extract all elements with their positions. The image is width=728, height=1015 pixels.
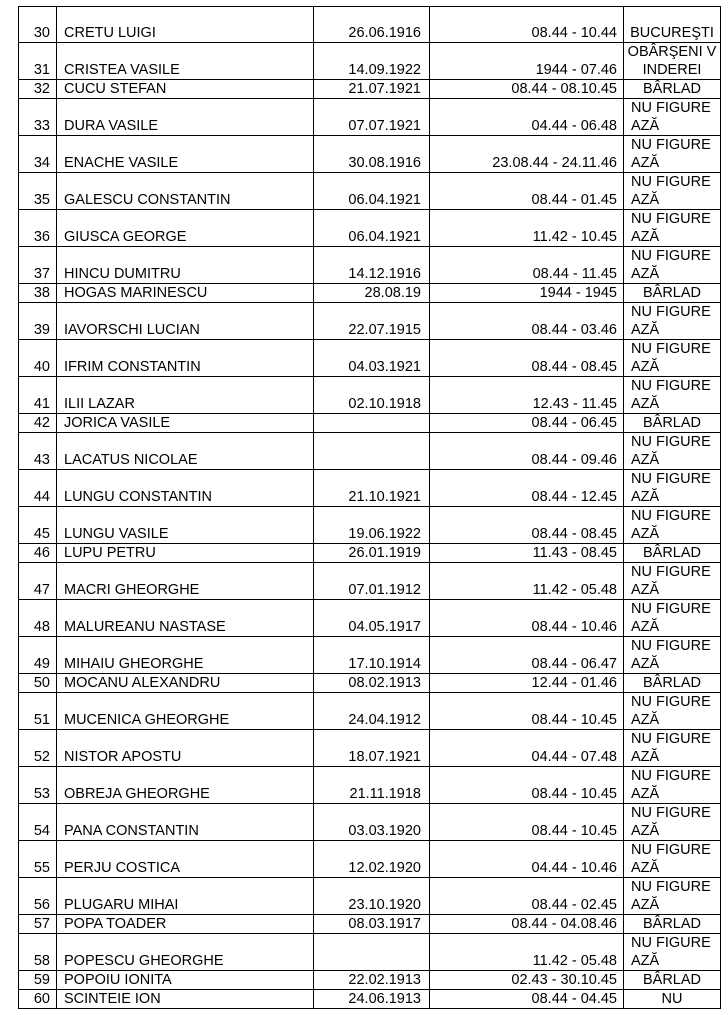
table-row	[19, 414, 721, 433]
person-name-cell: PLUGARU MIHAI	[57, 878, 314, 915]
service-period-cell: 12.44 - 01.46	[430, 674, 624, 693]
person-name-cell: SCINTEIE ION	[57, 990, 314, 1009]
table-row	[19, 507, 721, 544]
status-cell: NU FIGUREAZĂ	[624, 433, 721, 470]
birth-date-cell: 22.02.1913	[314, 971, 430, 990]
birth-date-cell: 07.01.1912	[314, 563, 430, 600]
service-period-cell: 08.44 - 12.45	[430, 470, 624, 507]
status-cell: NU FIGUREAZĂ	[624, 804, 721, 841]
person-name-cell: MALUREANU NASTASE	[57, 600, 314, 637]
service-period-cell: 08.44 - 10.46	[430, 600, 624, 637]
row-number-cell: 45	[19, 507, 57, 544]
service-period-cell: 08.44 - 06.47	[430, 637, 624, 674]
service-period-cell: 08.44 - 10.45	[430, 693, 624, 730]
birth-date-cell: 14.12.1916	[314, 247, 430, 284]
status-cell: NU FIGUREAZĂ	[624, 303, 721, 340]
birth-date-cell: 03.03.1920	[314, 804, 430, 841]
table-row	[19, 730, 721, 767]
table-row	[19, 303, 721, 340]
service-period-cell: 08.44 - 02.45	[430, 878, 624, 915]
table-row	[19, 600, 721, 637]
person-name-cell: CUCU STEFAN	[57, 80, 314, 99]
service-period-cell: 08.44 - 08.45	[430, 340, 624, 377]
row-number-cell: 59	[19, 971, 57, 990]
birth-date-cell: 23.10.1920	[314, 878, 430, 915]
row-number-cell: 56	[19, 878, 57, 915]
service-period-cell: 08.44 - 11.45	[430, 247, 624, 284]
status-cell: NU FIGUREAZĂ	[624, 637, 721, 674]
table-row	[19, 173, 721, 210]
service-period-cell: 11.42 - 05.48	[430, 563, 624, 600]
table-row	[19, 7, 721, 43]
birth-date-cell: 06.04.1921	[314, 173, 430, 210]
table-row	[19, 971, 721, 990]
person-name-cell: LUPU PETRU	[57, 544, 314, 563]
row-number-cell: 47	[19, 563, 57, 600]
table-row	[19, 340, 721, 377]
status-cell: NU FIGUREAZĂ	[624, 730, 721, 767]
row-number-cell: 60	[19, 990, 57, 1009]
table-row	[19, 674, 721, 693]
status-cell: NU FIGUREAZĂ	[624, 878, 721, 915]
service-period-cell: 04.44 - 07.48	[430, 730, 624, 767]
service-period-cell: 12.43 - 11.45	[430, 377, 624, 414]
person-name-cell: PERJU COSTICA	[57, 841, 314, 878]
birth-date-cell: 24.06.1913	[314, 990, 430, 1009]
status-cell: BÂRLAD	[624, 971, 721, 990]
status-cell: BÂRLAD	[624, 284, 721, 303]
birth-date-cell: 24.04.1912	[314, 693, 430, 730]
status-cell: NU FIGUREAZĂ	[624, 470, 721, 507]
row-number-cell: 41	[19, 377, 57, 414]
person-name-cell: ILII LAZAR	[57, 377, 314, 414]
row-number-cell: 54	[19, 804, 57, 841]
service-period-cell: 08.44 - 04.08.46	[430, 915, 624, 934]
row-number-cell: 51	[19, 693, 57, 730]
service-period-cell: 23.08.44 - 24.11.46	[430, 136, 624, 173]
table-row	[19, 990, 721, 1009]
birth-date-cell: 26.06.1916	[314, 7, 430, 43]
birth-date-cell: 17.10.1914	[314, 637, 430, 674]
person-name-cell: MUCENICA GHEORGHE	[57, 693, 314, 730]
table-row	[19, 377, 721, 414]
service-period-cell: 1944 - 07.46	[430, 43, 624, 80]
service-period-cell: 08.44 - 09.46	[430, 433, 624, 470]
row-number-cell: 57	[19, 915, 57, 934]
birth-date-cell: 04.03.1921	[314, 340, 430, 377]
service-period-cell: 08.44 - 08.10.45	[430, 80, 624, 99]
person-name-cell: ENACHE VASILE	[57, 136, 314, 173]
row-number-cell: 49	[19, 637, 57, 674]
birth-date-cell: 02.10.1918	[314, 377, 430, 414]
person-name-cell: POPA TOADER	[57, 915, 314, 934]
birth-date-cell: 26.01.1919	[314, 544, 430, 563]
service-period-cell: 08.44 - 03.46	[430, 303, 624, 340]
birth-date-cell	[314, 934, 430, 971]
person-name-cell: IFRIM CONSTANTIN	[57, 340, 314, 377]
table-row	[19, 693, 721, 730]
status-cell: BÂRLAD	[624, 674, 721, 693]
status-cell: NU FIGUREAZĂ	[624, 600, 721, 637]
status-cell: BUCUREŞTI	[624, 7, 721, 43]
service-period-cell: 04.44 - 06.48	[430, 99, 624, 136]
status-cell: NU FIGUREAZĂ	[624, 841, 721, 878]
service-period-cell: 08.44 - 10.45	[430, 767, 624, 804]
birth-date-cell: 08.02.1913	[314, 674, 430, 693]
table-row	[19, 210, 721, 247]
person-name-cell: CRETU LUIGI	[57, 7, 314, 43]
person-name-cell: LUNGU VASILE	[57, 507, 314, 544]
person-name-cell: NISTOR APOSTU	[57, 730, 314, 767]
status-cell: NU FIGUREAZĂ	[624, 934, 721, 971]
service-period-cell: 11.42 - 10.45	[430, 210, 624, 247]
person-name-cell: PANA CONSTANTIN	[57, 804, 314, 841]
status-cell: BÂRLAD	[624, 544, 721, 563]
service-period-cell: 08.44 - 06.45	[430, 414, 624, 433]
row-number-cell: 52	[19, 730, 57, 767]
status-cell: NU FIGUREAZĂ	[624, 247, 721, 284]
person-name-cell: POPOIU IONITA	[57, 971, 314, 990]
status-cell: NU FIGUREAZĂ	[624, 340, 721, 377]
row-number-cell: 53	[19, 767, 57, 804]
service-period-cell: 08.44 - 01.45	[430, 173, 624, 210]
birth-date-cell: 30.08.1916	[314, 136, 430, 173]
row-number-cell: 40	[19, 340, 57, 377]
row-number-cell: 48	[19, 600, 57, 637]
birth-date-cell	[314, 414, 430, 433]
table-row	[19, 841, 721, 878]
row-number-cell: 36	[19, 210, 57, 247]
birth-date-cell: 21.10.1921	[314, 470, 430, 507]
status-cell: BÂRLAD	[624, 80, 721, 99]
birth-date-cell: 07.07.1921	[314, 99, 430, 136]
status-cell: NU FIGUREAZĂ	[624, 767, 721, 804]
service-period-cell: 1944 - 1945	[430, 284, 624, 303]
row-number-cell: 55	[19, 841, 57, 878]
birth-date-cell: 06.04.1921	[314, 210, 430, 247]
birth-date-cell: 08.03.1917	[314, 915, 430, 934]
row-number-cell: 35	[19, 173, 57, 210]
table-row	[19, 43, 721, 80]
row-number-cell: 33	[19, 99, 57, 136]
row-number-cell: 58	[19, 934, 57, 971]
person-name-cell: LACATUS NICOLAE	[57, 433, 314, 470]
table-row	[19, 878, 721, 915]
birth-date-cell	[314, 433, 430, 470]
service-period-cell: 08.44 - 10.44	[430, 7, 624, 43]
status-cell: OBÂRŞENI VINDEREI	[624, 43, 721, 80]
person-name-cell: OBREJA GHEORGHE	[57, 767, 314, 804]
table-row	[19, 99, 721, 136]
row-number-cell: 39	[19, 303, 57, 340]
status-cell: NU FIGUREAZĂ	[624, 693, 721, 730]
person-name-cell: CRISTEA VASILE	[57, 43, 314, 80]
status-cell: BÂRLAD	[624, 414, 721, 433]
person-name-cell: HOGAS MARINESCU	[57, 284, 314, 303]
table-row	[19, 637, 721, 674]
birth-date-cell: 04.05.1917	[314, 600, 430, 637]
service-period-cell: 04.44 - 10.46	[430, 841, 624, 878]
birth-date-cell: 19.06.1922	[314, 507, 430, 544]
status-cell: NU FIGUREAZĂ	[624, 210, 721, 247]
row-number-cell: 30	[19, 7, 57, 43]
row-number-cell: 42	[19, 414, 57, 433]
row-number-cell: 31	[19, 43, 57, 80]
status-cell: NU	[624, 990, 721, 1009]
person-name-cell: JORICA VASILE	[57, 414, 314, 433]
table-row	[19, 563, 721, 600]
row-number-cell: 38	[19, 284, 57, 303]
person-name-cell: IAVORSCHI LUCIAN	[57, 303, 314, 340]
table-row	[19, 767, 721, 804]
birth-date-cell: 21.07.1921	[314, 80, 430, 99]
status-cell: NU FIGUREAZĂ	[624, 99, 721, 136]
row-number-cell: 46	[19, 544, 57, 563]
person-name-cell: HINCU DUMITRU	[57, 247, 314, 284]
row-number-cell: 43	[19, 433, 57, 470]
person-name-cell: POPESCU GHEORGHE	[57, 934, 314, 971]
table-row	[19, 136, 721, 173]
service-period-cell: 11.42 - 05.48	[430, 934, 624, 971]
status-cell: NU FIGUREAZĂ	[624, 377, 721, 414]
service-period-cell: 02.43 - 30.10.45	[430, 971, 624, 990]
table-row	[19, 433, 721, 470]
table-body	[19, 7, 721, 1009]
table-row	[19, 470, 721, 507]
service-period-cell: 08.44 - 04.45	[430, 990, 624, 1009]
person-name-cell: MIHAIU GHEORGHE	[57, 637, 314, 674]
table-row	[19, 80, 721, 99]
row-number-cell: 34	[19, 136, 57, 173]
table-row	[19, 247, 721, 284]
person-name-cell: GALESCU CONSTANTIN	[57, 173, 314, 210]
status-cell: BÂRLAD	[624, 915, 721, 934]
service-period-cell: 08.44 - 08.45	[430, 507, 624, 544]
table-row	[19, 934, 721, 971]
birth-date-cell: 14.09.1922	[314, 43, 430, 80]
status-cell: NU FIGUREAZĂ	[624, 507, 721, 544]
birth-date-cell: 21.11.1918	[314, 767, 430, 804]
person-name-cell: LUNGU CONSTANTIN	[57, 470, 314, 507]
person-name-cell: GIUSCA GEORGE	[57, 210, 314, 247]
birth-date-cell: 12.02.1920	[314, 841, 430, 878]
birth-date-cell: 28.08.19	[314, 284, 430, 303]
service-period-cell: 08.44 - 10.45	[430, 804, 624, 841]
row-number-cell: 44	[19, 470, 57, 507]
status-cell: NU FIGUREAZĂ	[624, 563, 721, 600]
service-period-cell: 11.43 - 08.45	[430, 544, 624, 563]
person-name-cell: DURA VASILE	[57, 99, 314, 136]
table-row	[19, 284, 721, 303]
row-number-cell: 50	[19, 674, 57, 693]
table-row	[19, 804, 721, 841]
birth-date-cell: 22.07.1915	[314, 303, 430, 340]
birth-date-cell: 18.07.1921	[314, 730, 430, 767]
table-row	[19, 544, 721, 563]
row-number-cell: 32	[19, 80, 57, 99]
status-cell: NU FIGUREAZĂ	[624, 173, 721, 210]
person-name-cell: MOCANU ALEXANDRU	[57, 674, 314, 693]
table-row	[19, 915, 721, 934]
row-number-cell: 37	[19, 247, 57, 284]
status-cell: NU FIGUREAZĂ	[624, 136, 721, 173]
personnel-table	[18, 6, 721, 1009]
person-name-cell: MACRI GHEORGHE	[57, 563, 314, 600]
